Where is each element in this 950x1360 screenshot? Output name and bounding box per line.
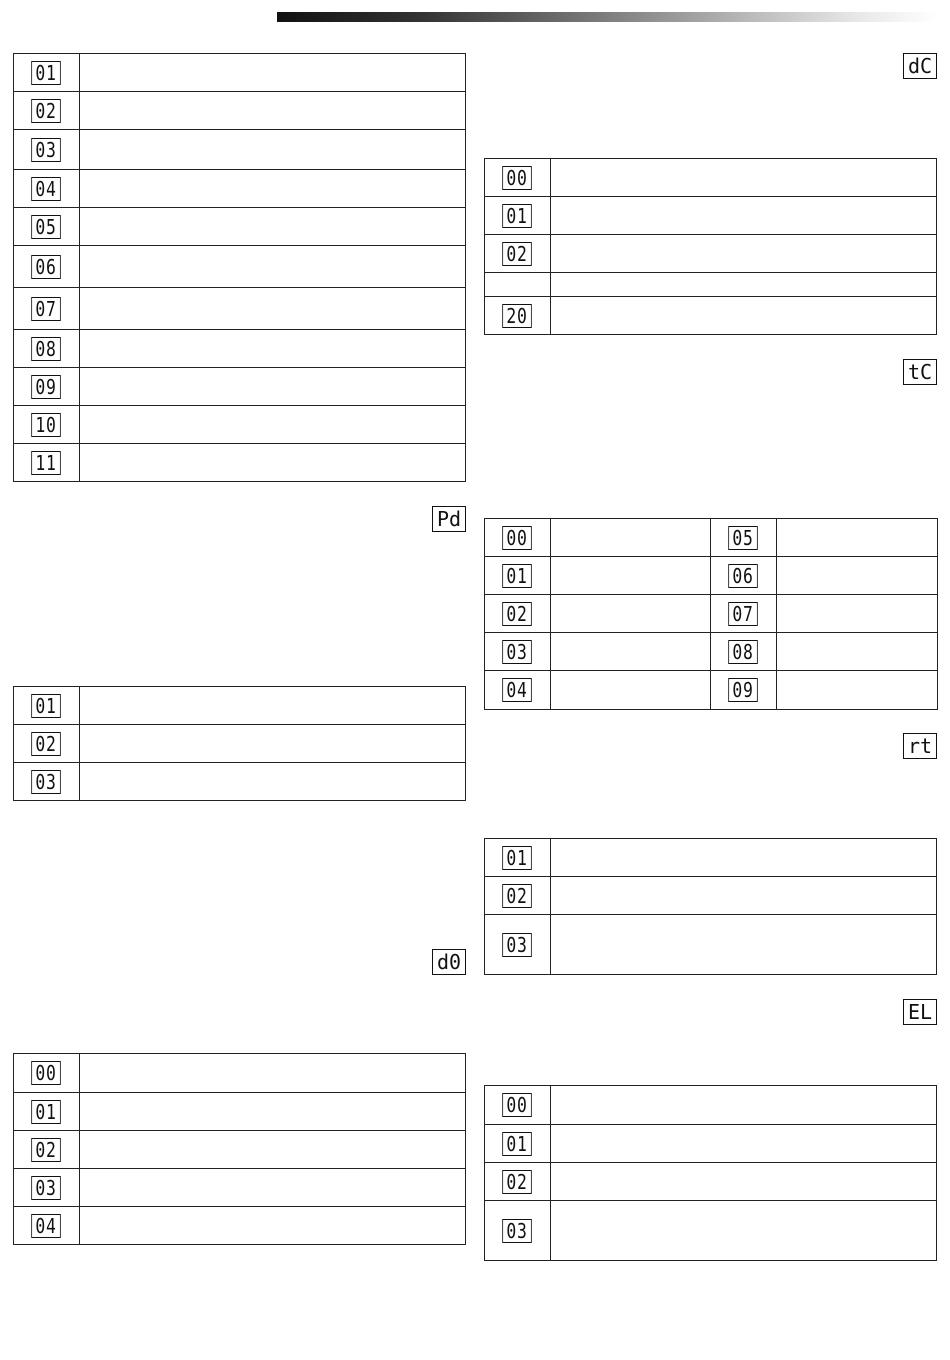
description-cell — [551, 273, 937, 297]
table-row — [14, 1093, 466, 1131]
code-display: 04 — [32, 1214, 62, 1238]
description-cell — [80, 1131, 466, 1169]
code-display: 20 — [503, 304, 533, 328]
description-cell — [80, 1093, 466, 1131]
description-cell — [80, 330, 466, 368]
description-cell — [777, 633, 938, 671]
table-a — [13, 53, 466, 482]
table-row — [14, 1169, 466, 1207]
rt-badge: rt — [903, 733, 937, 759]
code-display: 03 — [32, 770, 62, 794]
code-display: 01 — [32, 1100, 62, 1124]
table-row — [14, 54, 466, 92]
table-row — [485, 197, 937, 235]
code-display: 06 — [729, 564, 759, 588]
table-row — [485, 877, 937, 915]
description-cell — [80, 725, 466, 763]
description-cell — [80, 1169, 466, 1207]
description-cell — [80, 92, 466, 130]
code-display: 02 — [503, 602, 533, 626]
code-display: 01 — [503, 846, 533, 870]
description-cell — [80, 246, 466, 288]
code-display: 08 — [729, 640, 759, 664]
code-display: 01 — [32, 694, 62, 718]
description-cell — [551, 1201, 937, 1261]
table-row — [14, 130, 466, 170]
pd-badge: Pd — [432, 506, 466, 532]
table-row — [14, 1131, 466, 1169]
description-cell — [80, 288, 466, 330]
code-display: 03 — [503, 933, 533, 957]
code-display: 02 — [503, 242, 533, 266]
table-row — [14, 170, 466, 208]
table-row — [485, 595, 938, 633]
table-row — [485, 273, 937, 297]
description-cell — [551, 839, 937, 877]
code-display: 09 — [32, 375, 62, 399]
description-cell — [80, 170, 466, 208]
d0-badge: d0 — [432, 949, 466, 975]
table-row — [485, 671, 938, 710]
table-row — [485, 1125, 937, 1163]
code-display: 02 — [32, 1138, 62, 1162]
tc-badge: tC — [903, 359, 937, 385]
description-cell — [551, 519, 711, 557]
table-row — [485, 839, 937, 877]
table-row — [14, 288, 466, 330]
description-cell — [551, 633, 711, 671]
el-badge: EL — [903, 999, 937, 1025]
code-display: 10 — [32, 413, 62, 437]
table-row — [14, 246, 466, 288]
description-cell — [80, 368, 466, 406]
description-cell — [80, 1207, 466, 1245]
description-cell — [777, 519, 938, 557]
table-el — [484, 1085, 937, 1261]
table-row — [485, 1086, 937, 1125]
description-cell — [551, 197, 937, 235]
code-display: 03 — [503, 640, 533, 664]
table-dc — [484, 158, 937, 335]
description-cell — [551, 671, 711, 710]
table-row — [485, 519, 938, 557]
table-row — [14, 368, 466, 406]
description-cell — [551, 1125, 937, 1163]
description-cell — [551, 915, 937, 975]
description-cell — [80, 763, 466, 801]
table-row — [485, 557, 938, 595]
table-row — [485, 915, 937, 975]
table-row — [14, 92, 466, 130]
code-display: 01 — [503, 1132, 533, 1156]
code-display: 03 — [32, 138, 62, 162]
description-cell — [551, 297, 937, 335]
table-row — [485, 297, 937, 335]
empty-code-cell — [485, 273, 551, 297]
description-cell — [80, 406, 466, 444]
description-cell — [80, 130, 466, 170]
description-cell — [551, 235, 937, 273]
table-row — [14, 1054, 466, 1093]
code-display: 00 — [503, 166, 533, 190]
table-row — [14, 1207, 466, 1245]
code-display: 06 — [32, 255, 62, 279]
code-display: 07 — [729, 602, 759, 626]
dc-badge: dC — [903, 53, 937, 79]
code-display: 05 — [32, 215, 62, 239]
table-row — [485, 159, 937, 197]
table-row — [485, 1201, 937, 1261]
code-display: 11 — [32, 451, 62, 475]
table-row — [485, 633, 938, 671]
description-cell — [80, 54, 466, 92]
code-display: 01 — [503, 204, 533, 228]
code-display: 08 — [32, 337, 62, 361]
table-row — [14, 330, 466, 368]
description-cell — [551, 1163, 937, 1201]
table-row — [485, 1163, 937, 1201]
table-row — [14, 687, 466, 725]
table-row — [14, 406, 466, 444]
code-display: 02 — [32, 99, 62, 123]
code-display: 03 — [503, 1219, 533, 1243]
code-display: 02 — [32, 732, 62, 756]
description-cell — [777, 595, 938, 633]
code-display: 02 — [503, 1170, 533, 1194]
table-row — [14, 725, 466, 763]
description-cell — [551, 159, 937, 197]
code-display: 00 — [503, 526, 533, 550]
code-display: 09 — [729, 678, 759, 702]
table-row — [14, 763, 466, 801]
code-display: 01 — [503, 564, 533, 588]
table-pd — [13, 686, 466, 801]
table-row — [14, 444, 466, 482]
description-cell — [551, 1086, 937, 1125]
header-gradient-bar — [277, 12, 937, 22]
code-display: 02 — [503, 884, 533, 908]
code-display: 00 — [32, 1061, 62, 1085]
table-row — [485, 235, 937, 273]
description-cell — [80, 208, 466, 246]
code-display: 07 — [32, 297, 62, 321]
code-display: 03 — [32, 1176, 62, 1200]
description-cell — [551, 877, 937, 915]
code-display: 05 — [729, 526, 759, 550]
description-cell — [551, 557, 711, 595]
description-cell — [80, 687, 466, 725]
code-display: 01 — [32, 61, 62, 85]
table-row — [14, 208, 466, 246]
code-display: 04 — [503, 678, 533, 702]
description-cell — [777, 671, 938, 710]
description-cell — [80, 1054, 466, 1093]
table-tc — [484, 518, 938, 710]
description-cell — [777, 557, 938, 595]
code-display: 00 — [503, 1093, 533, 1117]
description-cell — [80, 444, 466, 482]
table-rt — [484, 838, 937, 975]
table-d0 — [13, 1053, 466, 1245]
code-display: 04 — [32, 177, 62, 201]
description-cell — [551, 595, 711, 633]
